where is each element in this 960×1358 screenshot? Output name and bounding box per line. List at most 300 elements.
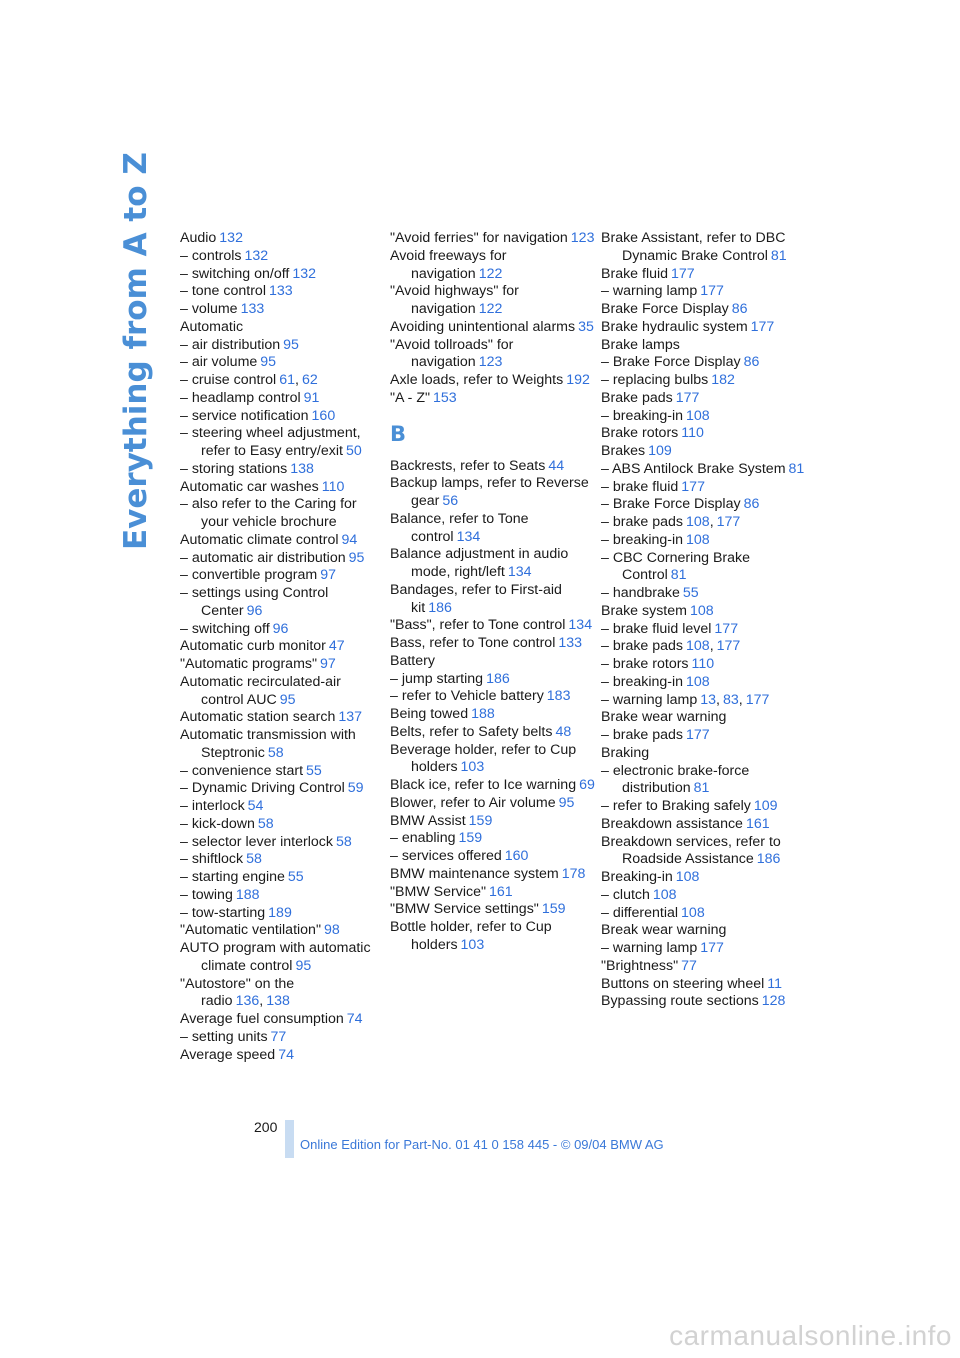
page-link[interactable]: 109: [753, 798, 778, 814]
entry-term: Being towed: [390, 706, 469, 722]
entry-term: Blower, refer to Air volume: [390, 794, 556, 811]
page-link[interactable]: 177: [681, 478, 705, 495]
entry-term: "Avoid highways" for navigation: [390, 283, 519, 317]
page-separator: ,: [716, 691, 720, 708]
page-link[interactable]: 137: [338, 709, 363, 726]
index-entry: [601, 905, 811, 923]
index-entry: [390, 671, 595, 689]
entry-term: "BMW Service settings": [390, 901, 539, 918]
index-entry: [180, 976, 385, 1012]
entry-term: Beverage holder, refer to Cup holders: [390, 741, 577, 776]
page-link[interactable]: 128: [761, 993, 786, 1010]
entry-term: – convertible program: [180, 567, 318, 584]
page-link[interactable]: 109: [648, 443, 672, 459]
page-link[interactable]: 108: [652, 886, 677, 903]
index-entry: [601, 479, 811, 497]
index-entry: [601, 514, 811, 532]
index-entry: [180, 496, 385, 532]
index-entry: [180, 372, 385, 390]
index-entry: [601, 550, 811, 586]
page-separator: ,: [294, 372, 299, 388]
index-entry: [601, 940, 811, 958]
page-link[interactable]: 54: [247, 798, 264, 814]
index-entry: [180, 230, 385, 248]
entry-term: Breakdown assistance: [601, 815, 743, 832]
entry-term: Automatic recirculated-air control AUC: [180, 673, 341, 708]
page-link[interactable]: 178: [561, 865, 586, 882]
page-link[interactable]: 94: [341, 531, 358, 548]
page-separator: ,: [709, 514, 714, 530]
entry-term: Bottle holder, refer to Cup holders: [390, 919, 552, 953]
page-link[interactable]: 177: [671, 265, 695, 282]
index-entry: [180, 621, 385, 639]
page-link[interactable]: 69: [579, 777, 595, 793]
index-entry: [601, 798, 811, 816]
page-link[interactable]: 186: [428, 599, 452, 616]
entry-term: Break wear warning: [601, 922, 727, 939]
entry-term: – jump starting: [390, 670, 484, 687]
index-entry: [180, 798, 385, 816]
index-entry: [180, 567, 385, 585]
entry-term: – also refer to the Caring for your vehicle brochure: [180, 496, 357, 530]
index-entry: [180, 674, 385, 710]
page-link[interactable]: 132: [219, 230, 243, 246]
index-entry: [390, 724, 595, 742]
index-entry: [390, 742, 595, 778]
page-link[interactable]: 108: [686, 407, 710, 424]
entry-term: – handbrake: [601, 585, 680, 601]
entry-term: – steering wheel adjustment, refer to Easy entry/exit: [180, 425, 361, 459]
index-entry: [180, 319, 385, 337]
page-link[interactable]: 55: [682, 585, 699, 601]
index-entry: [390, 706, 595, 724]
entry-term: Automatic transmission with Steptronic: [180, 727, 356, 761]
entry-term: – switching off: [180, 620, 270, 637]
page-link[interactable]: 110: [691, 656, 715, 672]
index-entry: [601, 958, 811, 976]
page-link[interactable]: 186: [756, 851, 781, 868]
index-entry: [180, 638, 385, 656]
page-link[interactable]: 122: [478, 265, 503, 282]
page-link[interactable]: 134: [507, 564, 532, 580]
index-entry: [390, 813, 595, 831]
index-entry: [601, 993, 811, 1011]
entry-term: – refer to Vehicle battery: [390, 688, 544, 705]
entry-term: – brake pads: [601, 727, 684, 743]
page-link[interactable]: 62: [301, 372, 318, 388]
page-link[interactable]: 13: [700, 691, 716, 708]
index-entry: [390, 919, 595, 955]
entry-term: – setting units: [180, 1028, 268, 1045]
index-entry: [390, 617, 595, 635]
entry-term: – convenience start: [180, 762, 304, 779]
entry-term: Automatic car washes: [180, 478, 319, 495]
page-link[interactable]: 59: [347, 780, 364, 797]
index-entry: [180, 1047, 385, 1065]
entry-term: AUTO program with automatic climate control: [180, 940, 371, 974]
page-number: 200: [254, 1119, 278, 1135]
entry-term: – brake fluid: [601, 478, 679, 495]
page-link[interactable]: 177: [686, 727, 710, 743]
index-entry: [601, 496, 811, 514]
page-link[interactable]: 48: [555, 723, 572, 740]
page-link[interactable]: 161: [745, 815, 770, 832]
entry-term: Average speed: [180, 1046, 276, 1063]
index-entry: [601, 603, 811, 621]
page-link[interactable]: 177: [716, 638, 741, 655]
entry-term: Brake rotors: [601, 425, 679, 442]
index-entry: [180, 780, 385, 798]
entry-term: – service notification: [180, 407, 309, 424]
index-entry: [180, 905, 385, 923]
index-entry: [601, 461, 811, 479]
entry-term: "Autostore" on the radio: [180, 975, 295, 1010]
page-link[interactable]: 110: [321, 478, 345, 495]
index-entry: [601, 585, 811, 603]
index-entry: [601, 408, 811, 426]
index-entry: [180, 301, 385, 319]
page-link[interactable]: 138: [290, 460, 314, 477]
page-link[interactable]: 98: [323, 922, 340, 939]
index-entry: [601, 976, 811, 994]
page-link[interactable]: 108: [675, 869, 700, 885]
index-entry: [180, 656, 385, 674]
entry-term: – clutch: [601, 886, 650, 903]
page-link[interactable]: 108: [689, 602, 714, 619]
entry-term: Breakdown services, refer to Roadside Assistance: [601, 833, 781, 868]
page-link[interactable]: 11: [767, 975, 782, 992]
page-link[interactable]: 58: [335, 833, 352, 850]
page-link[interactable]: 58: [257, 815, 274, 832]
page-link[interactable]: 122: [478, 301, 503, 317]
index-entry: [180, 816, 385, 834]
index-entry: [601, 922, 811, 940]
page-link[interactable]: 188: [235, 886, 260, 903]
page-link[interactable]: 182: [711, 372, 735, 388]
entry-term: "Avoid ferries" for navigation: [390, 230, 568, 246]
entry-term: Avoid freeways for navigation: [390, 247, 507, 282]
entry-term: Balance, refer to Tone control: [390, 510, 529, 545]
entry-term: "A - Z": [390, 389, 431, 406]
entry-term: Automatic: [180, 318, 244, 335]
page-link[interactable]: 97: [320, 567, 336, 584]
entry-term: – refer to Braking safely: [601, 798, 751, 814]
entry-term: Braking: [601, 744, 650, 761]
entry-term: Bass, refer to Tone control: [390, 635, 556, 651]
page-link[interactable]: 95: [279, 691, 296, 708]
page-link[interactable]: 132: [244, 247, 269, 264]
footer-accent-bar: [285, 1120, 294, 1158]
page-link[interactable]: 177: [700, 283, 724, 300]
page-link[interactable]: 188: [471, 706, 495, 722]
index-entry: [180, 834, 385, 852]
index-entry: [601, 319, 811, 337]
page-link[interactable]: 134: [456, 528, 481, 545]
index-entry: [390, 390, 595, 408]
index-entry: [390, 688, 595, 706]
index-entry: [180, 337, 385, 355]
entry-term: Brake hydraulic system: [601, 318, 748, 335]
page-link[interactable]: 95: [260, 354, 277, 371]
entry-term: Automatic station search: [180, 709, 336, 726]
entry-term: Brake Assistant, refer to DBC Dynamic Brake Control: [601, 230, 786, 264]
page-link[interactable]: 44: [548, 457, 565, 474]
page-link[interactable]: 177: [716, 514, 741, 530]
entry-term: Bandages, refer to First-aid kit: [390, 581, 562, 616]
entry-term: "Automatic programs": [180, 656, 318, 672]
entry-term: – ABS Antilock Brake System: [601, 460, 786, 477]
index-entry: [390, 230, 595, 248]
page-link[interactable]: 123: [570, 230, 595, 246]
index-entry: [601, 621, 811, 639]
index-entry: [180, 763, 385, 781]
entry-term: "Automatic ventilation": [180, 922, 321, 939]
entry-term: Belts, refer to Safety belts: [390, 723, 553, 740]
page-link[interactable]: 35: [578, 318, 594, 335]
entry-term: – electronic brake-force distribution: [601, 762, 750, 797]
index-entry: [390, 248, 595, 284]
page-link[interactable]: 74: [278, 1046, 294, 1063]
page-link[interactable]: 86: [743, 496, 760, 513]
entry-term: Brake lamps: [601, 336, 680, 353]
page-link[interactable]: 108: [686, 531, 710, 548]
page-link[interactable]: 77: [270, 1028, 287, 1045]
entry-term: – air volume: [180, 354, 258, 371]
entry-term: – automatic air distribution: [180, 549, 346, 566]
entry-term: – CBC Cornering Brake Control: [601, 549, 751, 584]
page-link[interactable]: 61: [279, 372, 295, 388]
index-entry: [180, 479, 385, 497]
index-entry: [601, 727, 811, 745]
index-entry: [390, 653, 595, 671]
page-link[interactable]: 133: [268, 283, 293, 300]
entry-term: – brake pads: [601, 514, 684, 530]
index-entry: [601, 390, 811, 408]
page-link[interactable]: 108: [686, 673, 710, 690]
entry-term: – switching on/off: [180, 265, 290, 282]
entry-term: "Bass", refer to Tone control: [390, 617, 566, 634]
page-separator: ,: [709, 638, 714, 655]
page-link[interactable]: 74: [346, 1011, 363, 1027]
entry-term: – controls: [180, 247, 242, 264]
entry-term: Brake wear warning: [601, 709, 727, 726]
page-link[interactable]: 108: [686, 638, 710, 655]
page-link[interactable]: 132: [292, 265, 317, 282]
index-entry: [390, 866, 595, 884]
page-link[interactable]: 86: [743, 354, 760, 371]
index-entry: [390, 901, 595, 919]
page-link[interactable]: 161: [489, 883, 513, 900]
index-entry: [601, 834, 811, 870]
entry-term: Breaking-in: [601, 869, 673, 885]
page-link[interactable]: 108: [686, 514, 710, 530]
page-link[interactable]: 159: [458, 830, 483, 847]
entry-term: Backup lamps, refer to Reverse gear: [390, 475, 589, 509]
entry-term: – headlamp control: [180, 389, 301, 406]
index-column-3: [601, 230, 811, 1011]
entry-term: – kick-down: [180, 815, 255, 832]
page-link[interactable]: 192: [566, 372, 590, 388]
page-link[interactable]: 47: [328, 638, 345, 655]
page-link[interactable]: 81: [693, 780, 710, 797]
entry-term: Automatic climate control: [180, 531, 339, 548]
entry-term: – starting engine: [180, 869, 285, 885]
entry-term: – interlock: [180, 798, 245, 814]
page-link[interactable]: 95: [348, 549, 365, 566]
index-entry: [390, 372, 595, 390]
page-link[interactable]: 133: [240, 301, 265, 317]
index-entry: [180, 408, 385, 426]
page-separator: ,: [738, 691, 743, 708]
page-link[interactable]: 95: [283, 336, 299, 353]
page-link[interactable]: 81: [670, 567, 687, 584]
entry-term: – warning lamp: [601, 691, 698, 708]
entry-term: "Avoid tollroads" for navigation: [390, 336, 514, 371]
page-link[interactable]: 177: [675, 389, 700, 406]
index-entry: [180, 887, 385, 905]
index-entry: [601, 443, 811, 461]
page-link[interactable]: 177: [745, 691, 770, 708]
entry-term: Brake Force Display: [601, 301, 729, 317]
entry-term: – breaking-in: [601, 531, 684, 548]
index-entry: [601, 425, 811, 443]
watermark: carmanualsonline.info: [669, 1320, 952, 1351]
page-link[interactable]: 159: [468, 812, 493, 829]
page-link[interactable]: 96: [272, 620, 289, 637]
page-link[interactable]: 110: [681, 425, 704, 442]
page-link[interactable]: 58: [267, 744, 284, 761]
page-link[interactable]: 159: [541, 901, 566, 918]
page-link[interactable]: 97: [320, 656, 336, 672]
index-entry: [180, 922, 385, 940]
page-link[interactable]: 177: [714, 620, 739, 637]
index-entry: [180, 283, 385, 301]
entry-term: Brake fluid: [601, 265, 669, 282]
entry-term: – volume: [180, 301, 238, 317]
entry-term: – Brake Force Display: [601, 354, 741, 371]
entry-term: – breaking-in: [601, 673, 684, 690]
page-link[interactable]: 55: [287, 869, 304, 885]
entry-term: – warning lamp: [601, 940, 698, 956]
index-entry: [601, 674, 811, 692]
index-entry: [601, 692, 811, 710]
index-entry: [601, 337, 811, 355]
index-entry: [390, 635, 595, 653]
index-entry: [601, 763, 811, 799]
index-entry: [390, 319, 595, 337]
entry-term: – Brake Force Display: [601, 496, 741, 513]
side-section-title: Everything from A to Z: [118, 152, 154, 550]
page-separator: ,: [259, 993, 264, 1010]
index-entry: [180, 940, 385, 976]
entry-term: – enabling: [390, 830, 456, 847]
index-entry: [180, 869, 385, 887]
entry-term: – tow-starting: [180, 904, 266, 921]
page-link[interactable]: 108: [681, 904, 705, 921]
page-link[interactable]: 160: [504, 848, 529, 864]
page-link[interactable]: 123: [478, 354, 503, 371]
index-entry: [180, 390, 385, 408]
index-entry: [390, 795, 595, 813]
page-link[interactable]: 50: [345, 443, 362, 459]
index-entry: [601, 638, 811, 656]
page-link[interactable]: 103: [460, 936, 485, 953]
page-link[interactable]: 95: [558, 794, 575, 811]
page-link[interactable]: 83: [722, 691, 739, 708]
index-entry: [601, 266, 811, 284]
entry-term: – Dynamic Driving Control: [180, 780, 345, 797]
index-entry: [601, 709, 811, 727]
page-link[interactable]: 81: [788, 460, 805, 477]
page-link[interactable]: 133: [558, 635, 583, 651]
page-link[interactable]: 177: [750, 318, 775, 335]
page-link[interactable]: 136: [235, 993, 260, 1010]
index-column-1: [180, 230, 385, 1064]
page-link[interactable]: 86: [731, 301, 748, 317]
index-entry: [390, 511, 595, 547]
index-entry: [601, 372, 811, 390]
index-entry: [601, 887, 811, 905]
entry-term: Avoiding unintentional alarms: [390, 318, 576, 335]
page-link[interactable]: 96: [246, 602, 263, 619]
entry-term: – brake rotors: [601, 656, 689, 672]
page-link[interactable]: 77: [681, 957, 697, 974]
entry-term: Brake pads: [601, 389, 673, 406]
page-link[interactable]: 183: [546, 688, 571, 705]
entry-term: BMW maintenance system: [390, 865, 559, 882]
index-entry: [180, 851, 385, 869]
index-entry: [180, 1029, 385, 1047]
entry-term: Backrests, refer to Seats: [390, 457, 546, 474]
entry-term: – brake fluid level: [601, 620, 712, 637]
entry-term: – brake pads: [601, 638, 684, 655]
page-link[interactable]: 189: [268, 904, 292, 921]
page-link[interactable]: 153: [433, 389, 457, 406]
index-column-2: [390, 230, 595, 955]
page-link[interactable]: 95: [295, 957, 312, 974]
page-link[interactable]: 103: [460, 759, 485, 776]
index-entry: [601, 301, 811, 319]
page-link[interactable]: 177: [700, 940, 724, 956]
page-link[interactable]: 91: [303, 389, 320, 406]
index-entry: [180, 354, 385, 372]
page-link[interactable]: 58: [246, 851, 262, 868]
page-link[interactable]: 55: [306, 762, 322, 779]
entry-term: Axle loads, refer to Weights: [390, 372, 564, 388]
entry-term: – breaking-in: [601, 407, 684, 424]
index-entry: [601, 532, 811, 550]
index-entry: [390, 884, 595, 902]
page-link[interactable]: 186: [486, 670, 510, 687]
index-entry: [390, 475, 595, 511]
entry-term: – storing stations: [180, 460, 288, 477]
entry-term: Brakes: [601, 443, 646, 459]
index-entry: [601, 869, 811, 887]
index-entry: [601, 230, 811, 266]
index-entry: [390, 777, 595, 795]
index-entry: [180, 709, 385, 727]
entry-term: Black ice, refer to Ice warning: [390, 777, 577, 793]
index-entry: [601, 283, 811, 301]
page-link[interactable]: 138: [266, 993, 290, 1010]
page-link[interactable]: 56: [442, 493, 459, 509]
page-link[interactable]: 81: [770, 247, 787, 264]
index-entry: [601, 745, 811, 763]
index-entry: [390, 546, 595, 582]
entry-term: Battery: [390, 652, 435, 669]
page-link[interactable]: 134: [568, 617, 593, 634]
page-link[interactable]: 160: [311, 407, 336, 424]
